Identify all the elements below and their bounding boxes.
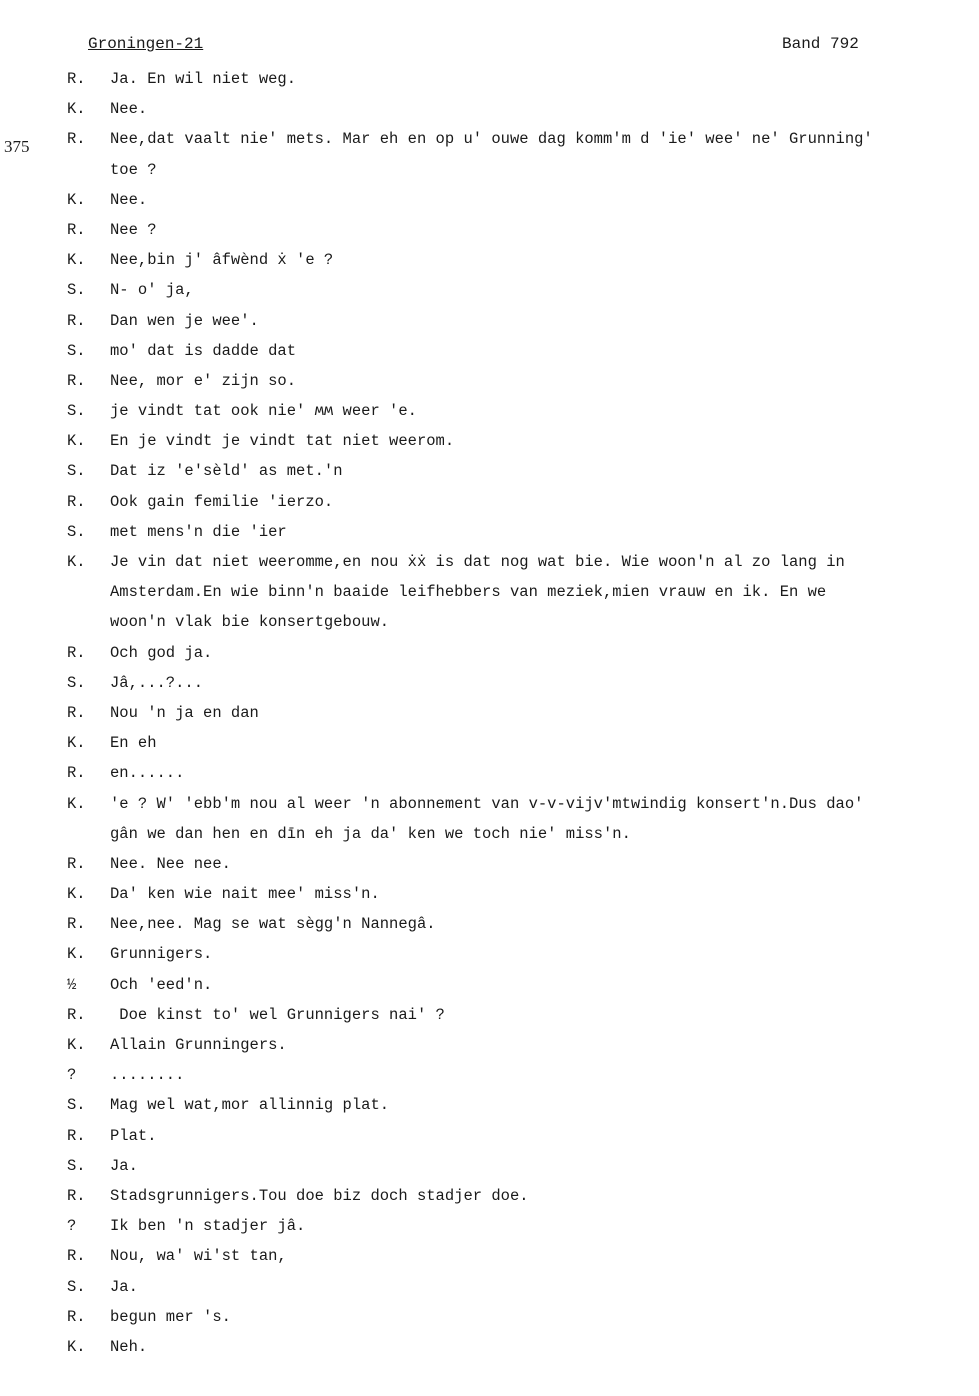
utterance-text: Mag wel wat,mor allinnig plat.	[110, 1096, 390, 1115]
transcript-line	[0, 306, 979, 336]
utterance-text: Amsterdam.En wie binn'n baaide leifhebbers van meziek,mien vrauw en ik. En we	[110, 583, 827, 602]
speaker-label: K.	[67, 885, 86, 904]
transcript-line	[0, 1332, 979, 1362]
utterance-text: 'e ? W' 'ebb'm nou al weer 'n abonnement van v-v-vijv'mtwindig konsert'n.Dus dao'	[110, 794, 864, 813]
utterance-text: En eh	[110, 734, 157, 753]
utterance-text: Och god ja.	[110, 643, 213, 662]
speaker-label: K.	[67, 432, 86, 451]
utterance-text: begun mer 's.	[110, 1307, 231, 1326]
speaker-label: K.	[67, 100, 86, 119]
transcript-line	[0, 577, 979, 607]
speaker-label: ?	[67, 1217, 77, 1236]
speaker-label: R.	[67, 220, 86, 239]
speaker-label: R.	[67, 492, 86, 511]
utterance-text: Neh.	[110, 1337, 148, 1356]
utterance-text: Je vin dat niet weeromme,en nou ẋẋ is dat nog wat bie. Wie woon'n al zo lang in	[110, 553, 845, 571]
utterance-text: Ik ben 'n stadjer jâ.	[110, 1217, 306, 1236]
utterance-text: Ja. En wil niet weg.	[110, 70, 297, 88]
transcript-line	[0, 245, 979, 275]
transcript-body	[0, 64, 979, 1362]
utterance-text: Nee,bin j' âfwènd ẋ 'e ?	[110, 251, 334, 270]
utterance-text: woon'n vlak bie konsertgebouw.	[110, 613, 390, 632]
transcript-line	[0, 1030, 979, 1060]
utterance-text: Dan wen je wee'.	[110, 311, 259, 330]
utterance-text: met mens'n die 'ier	[110, 522, 287, 541]
utterance-text: ........	[110, 1066, 185, 1085]
speaker-label: R.	[67, 703, 86, 722]
transcript-line	[0, 879, 979, 909]
transcript-line	[0, 909, 979, 939]
transcript-line	[0, 1241, 979, 1271]
transcript-line	[0, 607, 979, 637]
transcript-line	[0, 215, 979, 245]
speaker-label: K.	[67, 794, 86, 813]
transcript-line	[0, 366, 979, 396]
utterance-text: Ja.	[110, 1277, 138, 1296]
utterance-text: Dat iz 'e'sèld' as met.'n	[110, 462, 343, 481]
speaker-label: S.	[67, 281, 86, 300]
transcript-line	[0, 698, 979, 728]
utterance-text: Nou 'n ja en dan	[110, 703, 259, 722]
speaker-label: K.	[67, 251, 86, 270]
transcript-line	[0, 487, 979, 517]
transcript-line	[0, 638, 979, 668]
utterance-text: je vindt tat ook nie' ʍʍ weer 'e.	[110, 402, 417, 421]
utterance-text: Ja.	[110, 1156, 138, 1175]
transcript-line	[0, 155, 979, 185]
transcript-line	[0, 517, 979, 547]
transcript-line	[0, 275, 979, 305]
utterance-text: Ook gain femilie 'ierzo.	[110, 492, 334, 511]
speaker-label: K.	[67, 553, 86, 571]
speaker-label: S.	[67, 1277, 86, 1296]
speaker-label: S.	[67, 673, 86, 692]
speaker-label: R.	[67, 854, 86, 873]
transcript-line	[0, 456, 979, 486]
utterance-text: Nee,dat vaalt nie' mets. Mar eh en op u' ouwe dag komm'm d 'ie' wee' ne' Grunning'	[110, 130, 873, 149]
speaker-label: K.	[67, 190, 86, 209]
speaker-label: K.	[67, 1337, 86, 1356]
speaker-label: S.	[67, 402, 86, 421]
utterance-text: Da' ken wie nait mee' miss'n.	[110, 885, 380, 904]
utterance-text: Jâ,...?...	[110, 673, 204, 692]
transcript-line	[0, 1000, 979, 1030]
transcript-line	[0, 1272, 979, 1302]
speaker-label: ?	[67, 1066, 77, 1085]
speaker-label: S.	[67, 1156, 86, 1175]
speaker-label: R.	[67, 1126, 86, 1145]
transcript-line	[0, 396, 979, 426]
utterance-text: en......	[110, 764, 185, 783]
tape-number: Band 792	[782, 35, 859, 53]
speaker-label: R.	[67, 311, 86, 330]
transcript-line	[0, 668, 979, 698]
transcript-line	[0, 1060, 979, 1090]
utterance-text: Nee ?	[110, 220, 157, 239]
utterance-text: gân we dan hen en dīn eh ja da' ken we toch nie' miss'n.	[110, 824, 631, 843]
utterance-text: N- o' ja,	[110, 281, 194, 300]
speaker-label: R.	[67, 915, 86, 934]
utterance-text: Allain Grunningers.	[110, 1036, 287, 1054]
transcript-line	[0, 1211, 979, 1241]
utterance-text: Stadsgrunnigers.Tou doe biz doch stadjer doe.	[110, 1186, 529, 1205]
transcript-line	[0, 1090, 979, 1120]
utterance-text: Plat.	[110, 1126, 157, 1145]
utterance-text: Nee.	[110, 100, 148, 119]
speaker-label: K.	[67, 1036, 86, 1054]
transcript-line	[0, 758, 979, 788]
utterance-text: toe ?	[110, 160, 157, 179]
transcript-line	[0, 1121, 979, 1151]
speaker-label: S.	[67, 341, 86, 360]
transcript-line	[0, 94, 979, 124]
speaker-label: R.	[67, 1307, 86, 1326]
speaker-label: S.	[67, 462, 86, 481]
speaker-label: K.	[67, 734, 86, 753]
utterance-text: Nee. Nee nee.	[110, 854, 231, 873]
utterance-text: Doe kinst to' wel Grunnigers nai' ?	[110, 1005, 445, 1024]
transcript-line	[0, 728, 979, 758]
transcript-line	[0, 1302, 979, 1332]
utterance-text: Nou, wa' wi'st tan,	[110, 1247, 287, 1266]
transcript-line	[0, 819, 979, 849]
utterance-text: mo' dat is dadde dat	[110, 341, 297, 360]
transcript-line	[0, 789, 979, 819]
transcript-line	[0, 1181, 979, 1211]
margin-number: 375	[4, 137, 30, 156]
speaker-label: S.	[67, 1096, 86, 1115]
speaker-label: R.	[67, 1005, 86, 1024]
transcript-line	[0, 547, 979, 577]
transcript-line	[0, 970, 979, 1000]
document-title: Groningen-21	[88, 35, 204, 53]
utterance-text: Nee.	[110, 190, 148, 209]
speaker-label: S.	[67, 522, 86, 541]
speaker-label: R.	[67, 1247, 86, 1266]
transcript-line	[0, 1151, 979, 1181]
transcript-line	[0, 939, 979, 969]
speaker-label: R.	[67, 1186, 86, 1205]
speaker-label: R.	[67, 130, 86, 149]
transcript-line	[0, 64, 979, 94]
utterance-text: Nee,nee. Mag se wat sègg'n Nannegâ.	[110, 915, 436, 934]
speaker-label: R.	[67, 764, 86, 783]
transcript-line	[0, 426, 979, 456]
transcript-line	[0, 336, 979, 366]
utterance-text: Nee, mor e' zijn so.	[110, 371, 297, 390]
speaker-label: K.	[67, 945, 86, 964]
speaker-label: R.	[67, 70, 86, 88]
utterance-text: En je vindt je vindt tat niet weerom.	[110, 432, 455, 451]
transcript-line	[0, 124, 979, 154]
transcript-line	[0, 849, 979, 879]
utterance-text: Grunnigers.	[110, 945, 213, 964]
speaker-label: R.	[67, 371, 86, 390]
transcript-line	[0, 185, 979, 215]
utterance-text: Och 'eed'n.	[110, 975, 213, 994]
speaker-label: R.	[67, 643, 86, 662]
speaker-label: ½	[67, 975, 77, 994]
